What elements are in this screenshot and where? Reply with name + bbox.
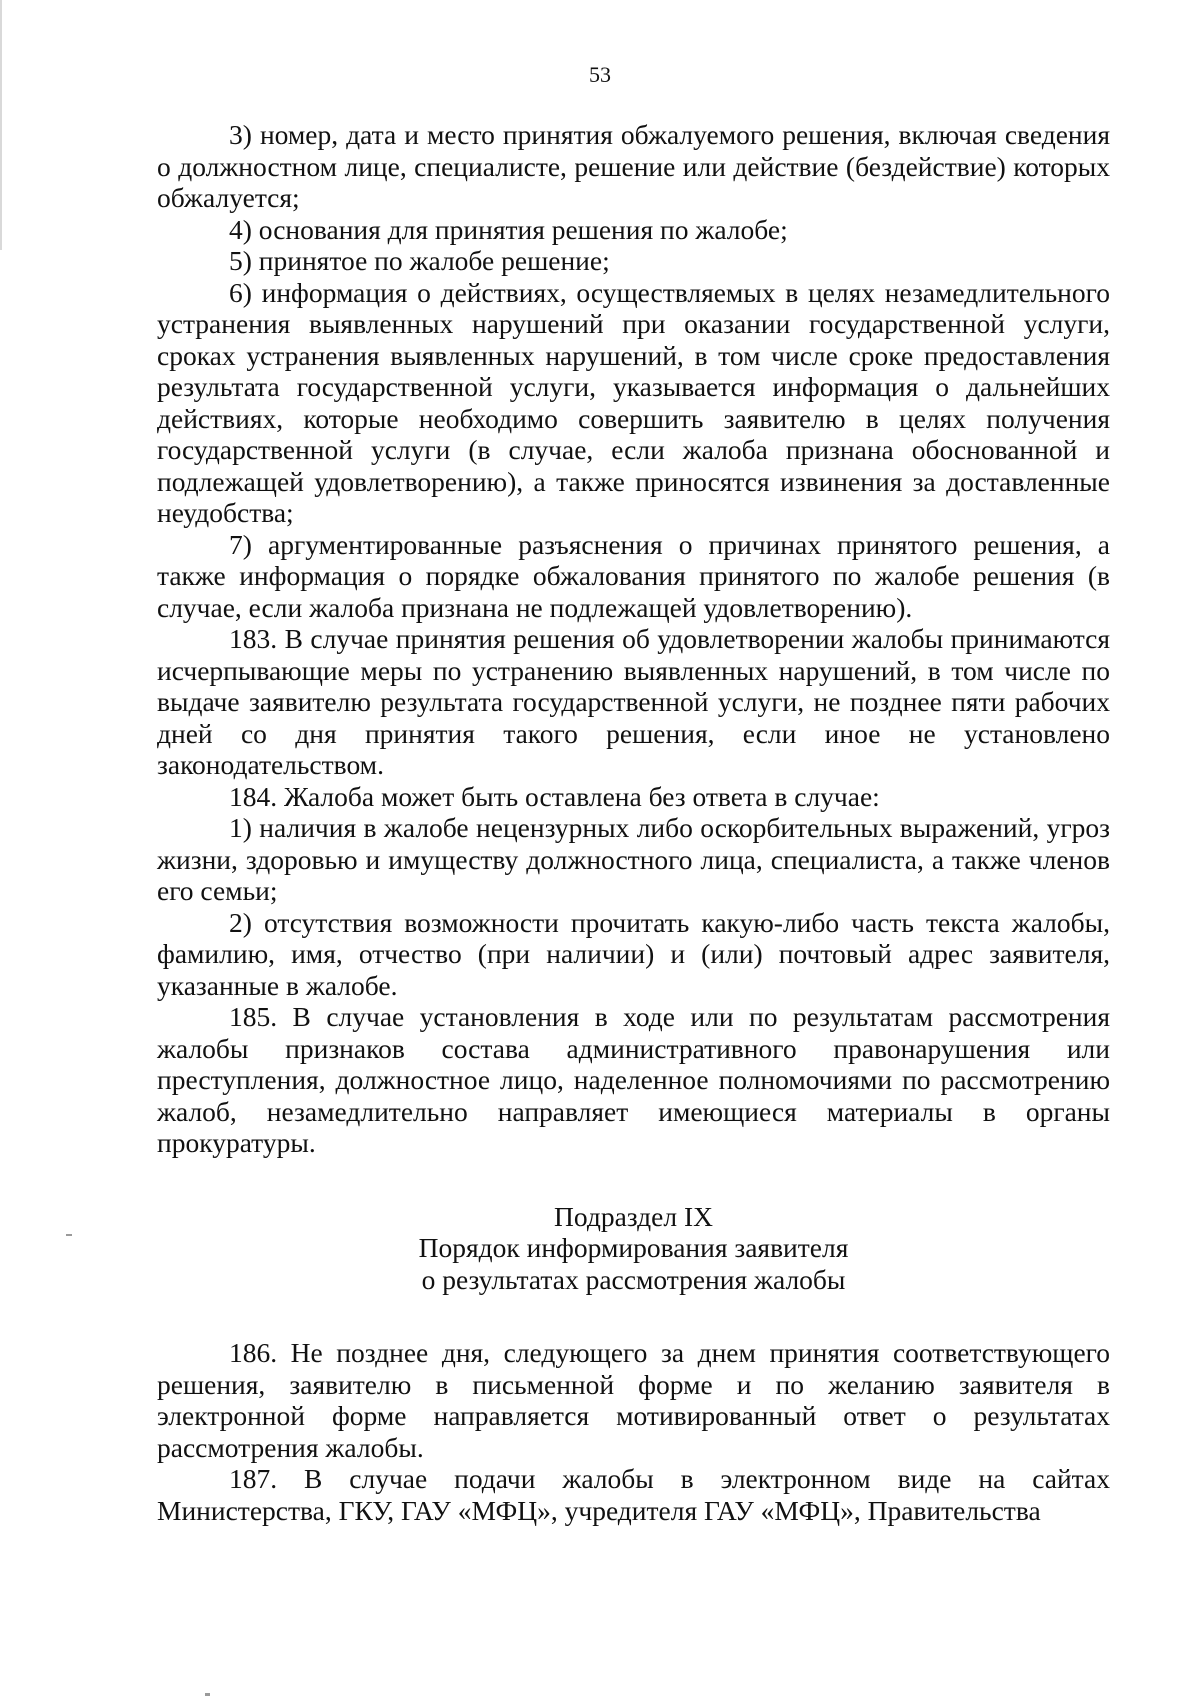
section-title-line-1: Порядок информирования заявителя (418, 1232, 849, 1263)
paragraph-item-7: 7) аргументированные разъяснения о причинах принятого решения, а также информация о порядке обжалования принятого по жалобе решения (в случае, если жалоба признана не подлежащей удовлетворению). (157, 528, 1110, 623)
scan-edge-shadow (0, 0, 2, 250)
paragraph-185: 185. В случае установления в ходе или по результатам рассмотрения жалобы признаков состава административного правонарушения или преступления, должностное лицо, наделенное полномочиями по рассмотрению жалоб, незамедлительно направляет имеющиеся материалы в органы прокуратуры. (157, 1001, 1110, 1158)
scan-speck (205, 1693, 210, 1696)
paragraph-184-item-2: 2) отсутствия возможности прочитать какую-либо часть текста жалобы, фамилию, имя, отчество (при наличии) и (или) почтовый адрес заявителя, указанные в жалобе. (157, 906, 1110, 1001)
paragraph-item-3: 3) номер, дата и место принятия обжалуемого решения, включая сведения о должностном лице, специалисте, решение или действие (бездействие) которых обжалуется; (157, 119, 1110, 213)
paragraph-184: 184. Жалоба может быть оставлена без ответа в случае: (229, 780, 880, 812)
scan-speck (66, 1234, 72, 1236)
paragraph-187: 187. В случае подачи жалобы в электронном виде на сайтах Министерства, ГКУ, ГАУ «МФЦ», учредителя ГАУ «МФЦ», Правительства (157, 1463, 1110, 1526)
paragraph-item-4: 4) основания для принятия решения по жалобе; (229, 213, 788, 245)
paragraph-186: 186. Не позднее дня, следующего за днем принятия соответствующего решения, заявителю в письменной форме и по желанию заявителя в электронной форме направляется мотивированный ответ о результатах рассмотрения жалобы. (157, 1337, 1110, 1463)
paragraph-183: 183. В случае принятия решения об удовлетворении жалобы принимаются исчерпывающие меры по устранению выявленных нарушений, в том числе по выдаче заявителю результата государственной услуги, не позднее пяти рабочих дней со дня принятия такого решения, если иное не установлено законодательством. (157, 623, 1110, 780)
page-number: 53 (589, 62, 611, 87)
document-body (157, 119, 1110, 1526)
section-title-line-2: о результатах рассмотрения жалобы (421, 1263, 846, 1295)
paragraph-184-item-1: 1) наличия в жалобе нецензурных либо оскорбительных выражений, угроз жизни, здоровью и имуществу должностного лица, специалиста, а также членов его семьи; (157, 812, 1110, 906)
paragraph-item-6: 6) информация о действиях, осуществляемых в целях незамедлительного устранения выявленных нарушений при оказании государственной услуги, сроках устранения выявленных нарушений, в том числе сроке предоставления результата государственной услуги, указывается информация о дальнейших действиях, которые необходимо совершить заявителю в целях получения государственной услуги (в случае, если жалоба признана обоснованной и подлежащей удовлетворению), а также приносятся извинения за доставленные неудобства; (157, 276, 1110, 528)
section-heading (157, 1201, 1110, 1296)
paragraph-item-5: 5) принятое по жалобе решение; (229, 245, 610, 276)
section-label: Подраздел IX (554, 1200, 713, 1232)
